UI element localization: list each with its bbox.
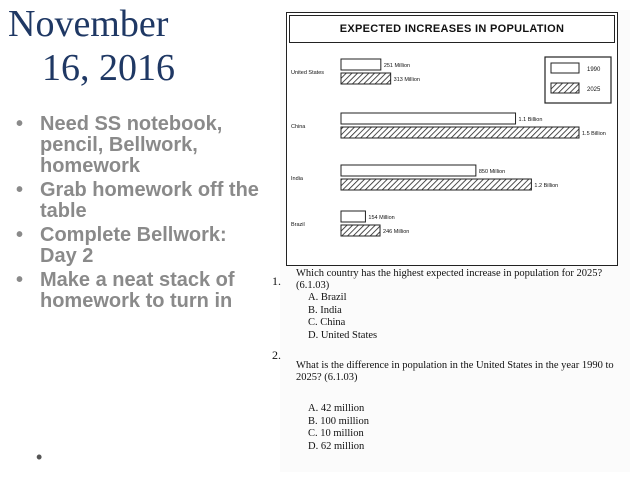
- data-label: 246 Million: [383, 229, 410, 235]
- question-1-number: 1.: [272, 274, 281, 288]
- bar-1990: [341, 59, 381, 70]
- data-label: 1.2 Billion: [534, 183, 559, 189]
- data-label: 850 Million: [478, 169, 506, 175]
- category-label: Brazil: [291, 222, 305, 228]
- data-label: 1.1 Billion: [518, 117, 543, 123]
- bullet-item: • Complete Bellwork: Day 2: [14, 225, 264, 267]
- bar-2025: [341, 127, 579, 138]
- data-label: 251 Million: [383, 63, 411, 69]
- option-item: A. 42 million: [308, 403, 365, 414]
- question-2-number: 2.: [272, 348, 281, 362]
- bar-2025: [341, 179, 531, 190]
- option-item: D. 62 million: [308, 440, 365, 452]
- option-item: C. China: [308, 317, 346, 328]
- bullet-list: [14, 114, 264, 315]
- option-item: A. Brazil: [308, 292, 347, 303]
- option-item: C. 10 million: [308, 428, 364, 439]
- legend-swatch: [551, 83, 579, 93]
- bullet-item: • Make a neat stack of homework to turn in: [14, 270, 264, 312]
- question-2-options: [308, 403, 369, 453]
- bullet-item: • Need SS notebook, pencil, Bellwork, homework: [14, 114, 264, 177]
- bar-1990: [341, 113, 516, 124]
- data-label: 1.5 Billion: [582, 131, 606, 137]
- option-item: D. United States: [308, 329, 378, 341]
- category-label: United States: [291, 70, 325, 76]
- category-label: India: [291, 176, 303, 182]
- data-label: 313 Million: [393, 77, 420, 83]
- chart-canvas: [287, 13, 617, 265]
- population-chart: [286, 12, 618, 266]
- option-item: B. India: [308, 304, 342, 316]
- bullet-item: • Grab homework off the table: [14, 180, 264, 222]
- category-label: China: [291, 124, 306, 130]
- bar-2025: [341, 225, 380, 236]
- question-2-text: What is the difference in population in the United States in the year 1990 to 2025? (6.1.03): [296, 360, 614, 383]
- chart-legend: [545, 57, 611, 103]
- slide-title-line1: November: [8, 3, 169, 45]
- slide-title: [6, 2, 256, 90]
- bar-2025: [341, 73, 391, 84]
- bar-1990: [341, 165, 476, 176]
- legend-swatch: [551, 63, 579, 73]
- slide-title-line2: 16, 2016: [42, 47, 175, 89]
- chart-title: EXPECTED INCREASES IN POPULATION: [289, 15, 615, 43]
- bar-1990: [341, 211, 365, 222]
- legend-label: 1990: [587, 67, 601, 73]
- question-1-text: Which country has the highest expected increase in population for 2025? (6.1.03): [296, 268, 603, 291]
- data-label: 154 Million: [368, 215, 395, 221]
- empty-bullet: •: [36, 447, 43, 467]
- worksheet-image: [272, 10, 630, 472]
- option-item: B. 100 million: [308, 415, 369, 427]
- legend-label: 2025: [587, 87, 601, 93]
- question-1-options: [308, 292, 377, 342]
